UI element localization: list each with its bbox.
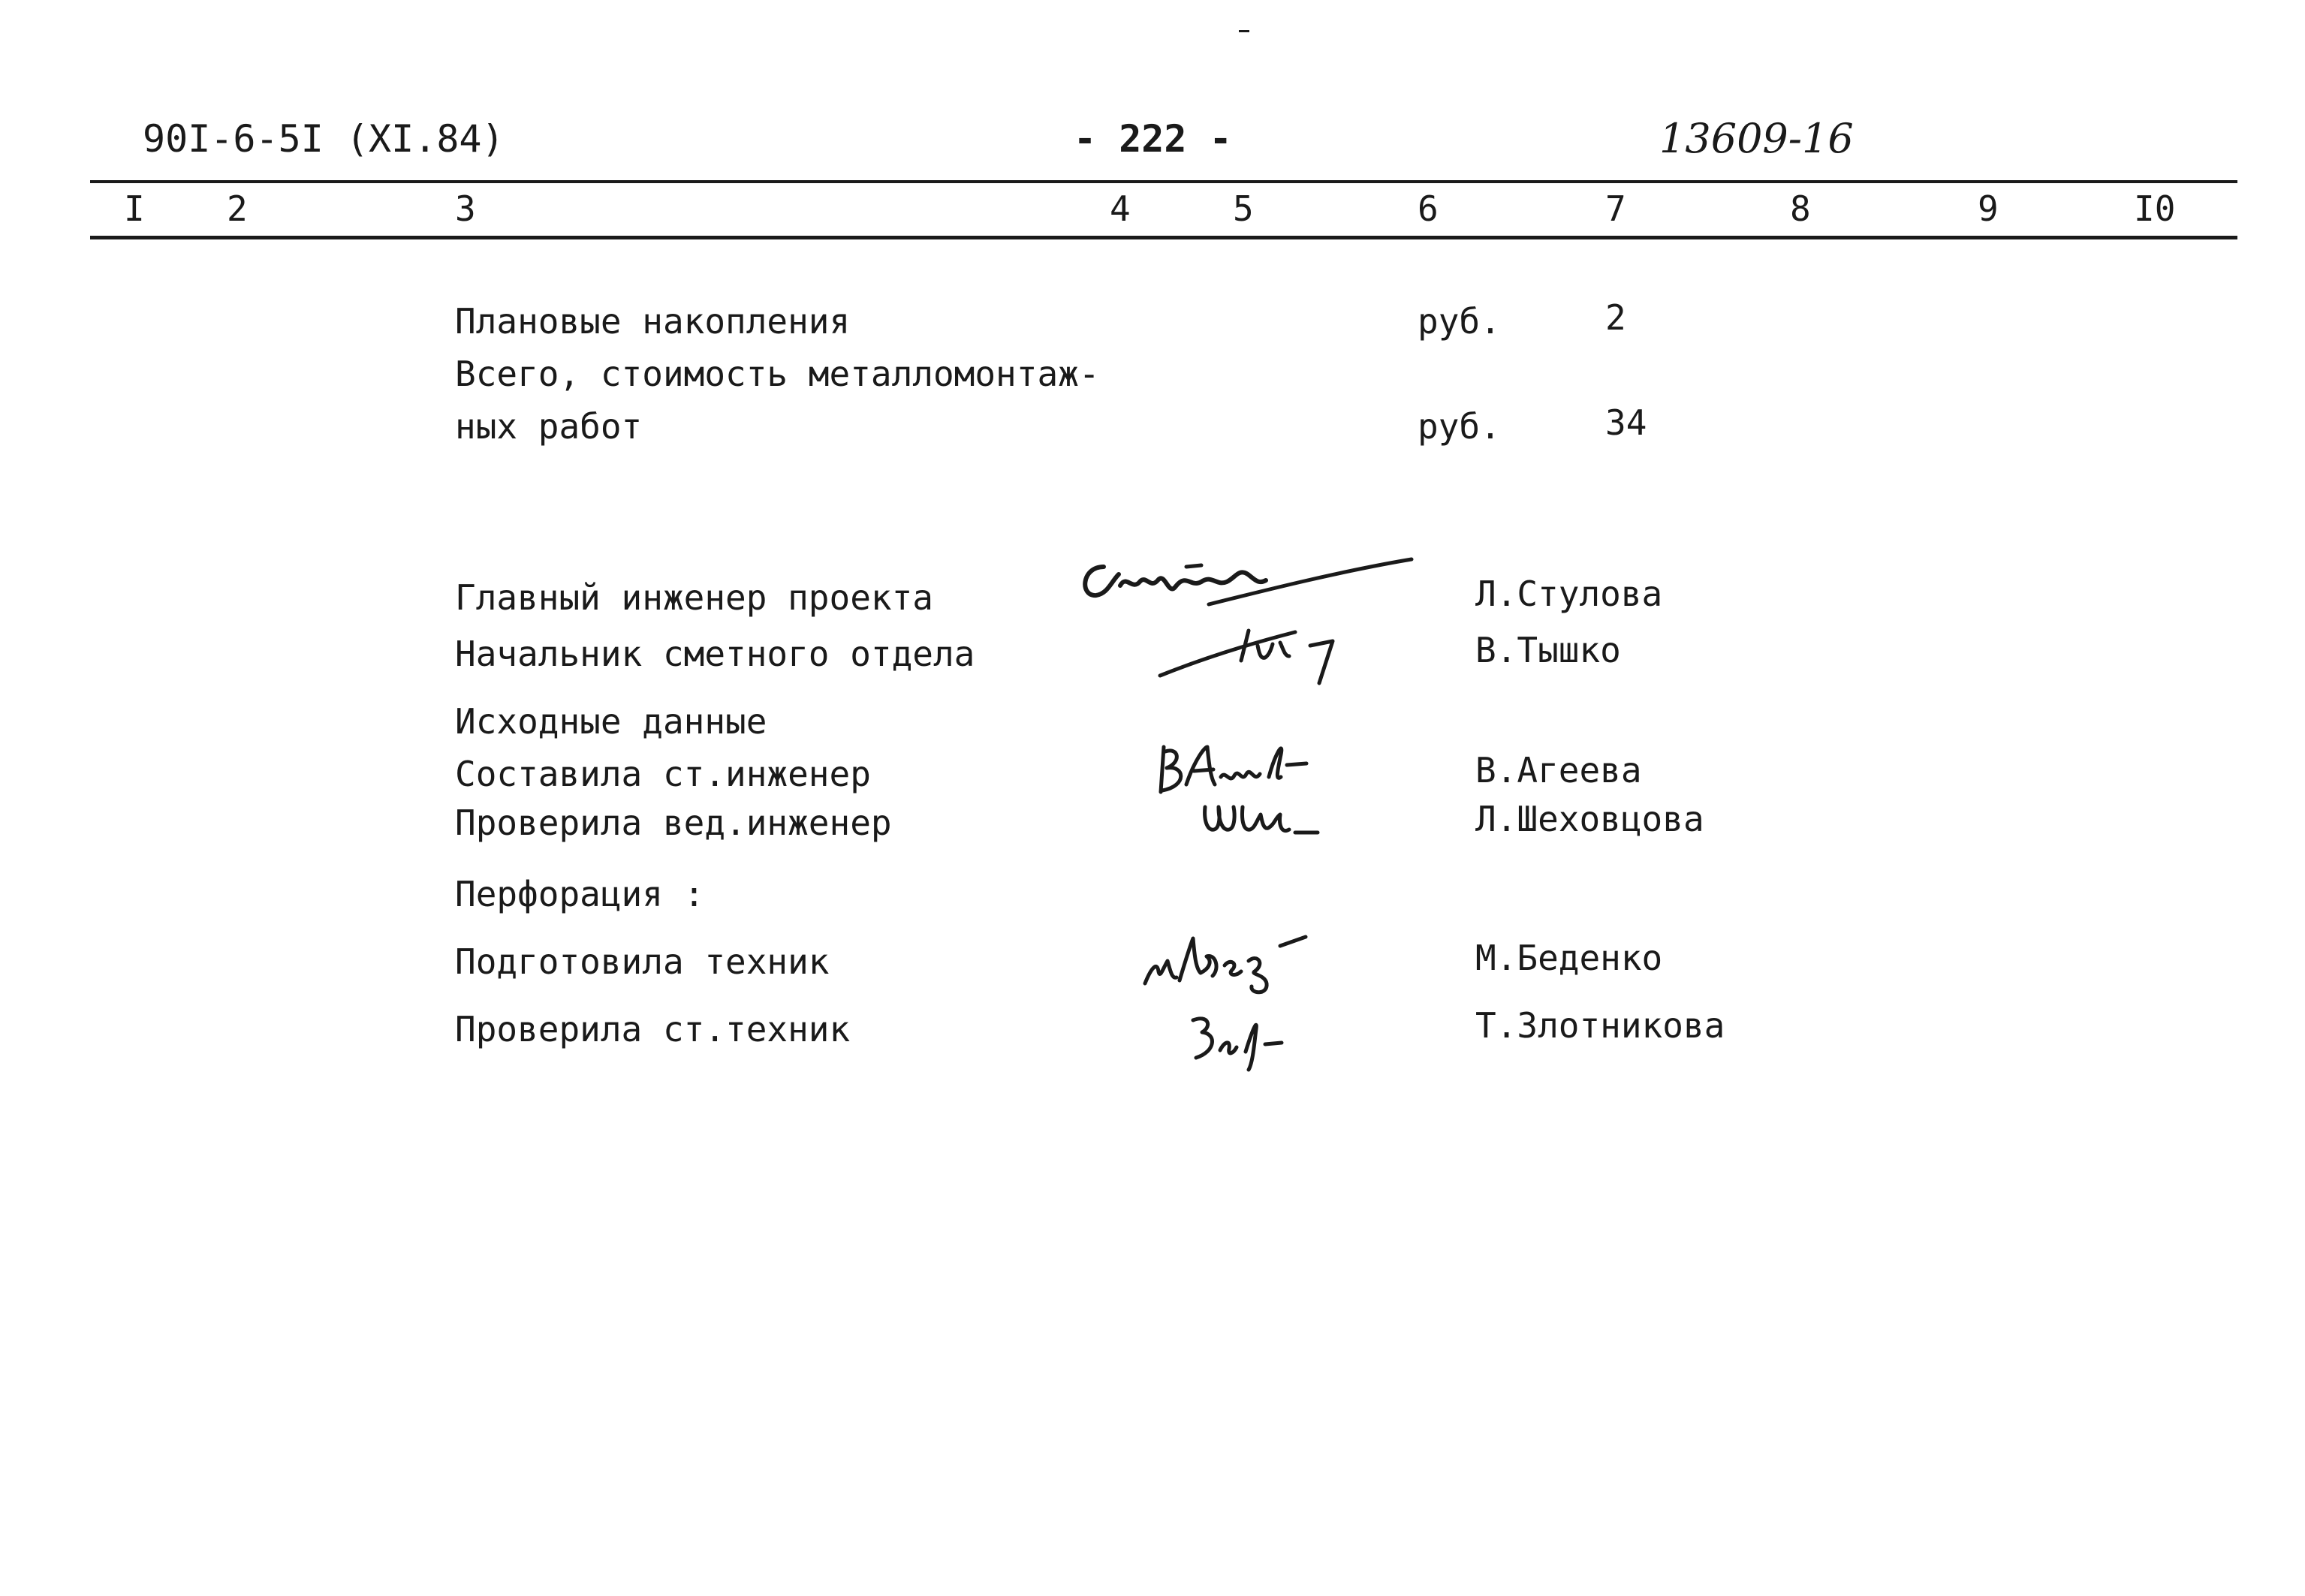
column-number: 5 xyxy=(1233,188,1254,229)
signature-zlotnikova xyxy=(1183,1010,1318,1077)
column-number: 8 xyxy=(1790,188,1811,229)
cost-label: Плановые накопления xyxy=(455,301,851,342)
header-rule-top xyxy=(90,180,2237,183)
signer-role: Главный инженер проекта xyxy=(455,577,933,618)
cost-unit: руб. xyxy=(1418,406,1501,447)
cost-value: 34 xyxy=(1605,402,1647,443)
inventory-number: 13609-16 xyxy=(1659,115,1854,162)
column-number: 9 xyxy=(1978,188,1999,229)
cost-value: 2 xyxy=(1605,297,1626,338)
header-rule-bottom xyxy=(90,236,2237,239)
signature-tyshko xyxy=(1152,616,1378,691)
column-number: I0 xyxy=(2134,188,2176,229)
section-title: Перфорация : xyxy=(455,874,705,914)
top-mark xyxy=(1239,30,1249,32)
signer-name: В.Тышко xyxy=(1475,630,1621,670)
cost-label: Всего, стоимость металломонтаж- xyxy=(455,354,1100,394)
column-number: I xyxy=(124,188,145,229)
section-title: Исходные данные xyxy=(455,701,767,742)
cost-unit: руб. xyxy=(1418,301,1501,342)
signer-name: М.Беденко xyxy=(1475,938,1663,978)
signer-role: Проверила ст.техник xyxy=(455,1009,851,1049)
signer-role: Составила ст.инженер xyxy=(455,754,871,794)
signature-bedenko xyxy=(1137,931,1333,1006)
signer-name: Т.Злотникова xyxy=(1475,1005,1725,1046)
column-number: 6 xyxy=(1418,188,1439,229)
column-number: 4 xyxy=(1110,188,1131,229)
column-number: 3 xyxy=(455,188,476,229)
signature-shekhovtsova xyxy=(1190,792,1340,845)
signer-role: Начальник сметного отдела xyxy=(455,634,975,674)
signer-name: Л.Шеховцова xyxy=(1475,799,1704,839)
column-number: 2 xyxy=(227,188,248,229)
signer-name: Л.Стулова xyxy=(1475,574,1663,614)
signer-role: Подготовила техник xyxy=(455,941,830,982)
page-number: - 222 - xyxy=(1074,117,1232,161)
signer-name: В.Агеева xyxy=(1475,750,1642,790)
cost-label: ных работ xyxy=(455,406,643,447)
document-code: 90I-6-5I (XI.84) xyxy=(143,117,505,161)
signer-role: Проверила вед.инженер xyxy=(455,803,892,843)
column-number: 7 xyxy=(1605,188,1626,229)
signature-stulova xyxy=(1074,552,1419,619)
